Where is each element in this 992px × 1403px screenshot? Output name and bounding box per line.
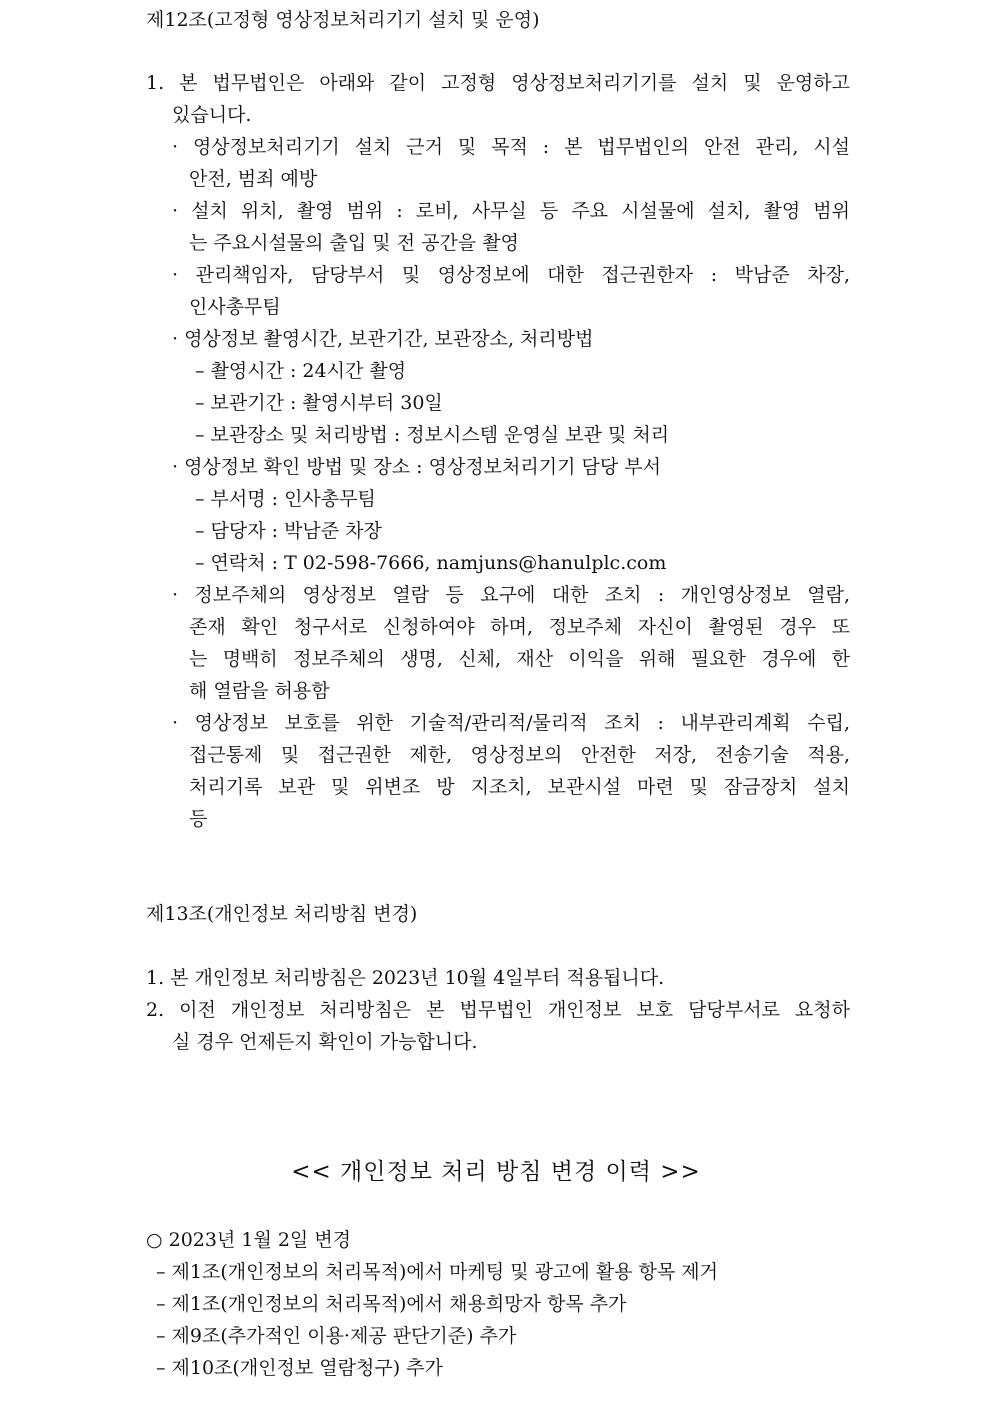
article-13-item-1: 1. 본 개인정보 처리방침은 2023년 10월 4일부터 적용됩니다. (146, 967, 665, 989)
article-13-item-2-line-1: 2. 이전 개인정보 처리방침은 본 법무법인 개인정보 보호 담당부서로 요청하 (146, 999, 850, 1021)
article-12-title: 제12조(고정형 영상정보처리기기 설치 및 운영) (146, 9, 540, 31)
bullet-purpose-line-1: · 영상정보처리기기 설치 근거 및 목적 : 본 법무법인의 안전 관리, 시설 (172, 136, 850, 158)
history-change-item: – 제1조(개인정보의 처리목적)에서 채용희망자 항목 추가 (156, 1293, 627, 1315)
bullet-access-request-line-2: 존재 확인 청구서로 신청하여야 하며, 정보주체 자신이 촬영된 경우 또 (189, 616, 850, 638)
bullet-protection-line-4: 등 (189, 808, 208, 830)
bullet-access-request-line-1: · 정보주체의 영상정보 열람 등 요구에 대한 조치 : 개인영상정보 열람, (172, 584, 850, 606)
storage-location: – 보관장소 및 처리방법 : 정보시스템 운영실 보관 및 처리 (195, 424, 670, 446)
article-12-item-1-line-1: 1. 본 법무법인은 아래와 같이 고정형 영상정보처리기기를 설치 및 운영하고 (146, 72, 850, 94)
history-change-item: – 제10조(개인정보 열람청구) 추가 (156, 1357, 443, 1379)
bullet-location-line-1: · 설치 위치, 촬영 범위 : 로비, 사무실 등 주요 시설물에 설치, 촬영 범위 (172, 200, 850, 222)
retention-period: – 보관기간 : 촬영시부터 30일 (195, 392, 443, 414)
bullet-check-method: · 영상정보 확인 방법 및 장소 : 영상정보처리기기 담당 부서 (172, 456, 661, 478)
person-in-charge: – 담당자 : 박남준 차장 (195, 520, 382, 542)
bullet-access-request-line-3: 는 명백히 정보주체의 생명, 신체, 재산 이익을 위해 필요한 경우에 한 (189, 648, 850, 670)
bullet-manager-line-1: · 관리책임자, 담당부서 및 영상정보에 대한 접근권한자 : 박남준 차장, (172, 264, 850, 286)
recording-time: – 촬영시간 : 24시간 촬영 (195, 360, 407, 382)
history-entry-date: ○ 2023년 1월 2일 변경 (146, 1229, 352, 1251)
article-13-item-2-line-2: 실 경우 언제든지 확인이 가능합니다. (172, 1031, 478, 1053)
bullet-access-request-line-4: 해 열람을 허용함 (189, 680, 330, 702)
bullet-protection-line-2: 접근통제 및 접근권한 제한, 영상정보의 안전한 저장, 전송기술 적용, (189, 744, 850, 766)
article-13-title: 제13조(개인정보 처리방침 변경) (146, 903, 418, 925)
history-title: << 개인정보 처리 방침 변경 이력 >> (291, 1159, 701, 1185)
history-change-item: – 제1조(개인정보의 처리목적)에서 마케팅 및 광고에 활용 항목 제거 (156, 1261, 718, 1283)
article-12-item-1-line-2: 있습니다. (172, 104, 252, 126)
bullet-location-line-2: 는 주요시설물의 출입 및 전 공간을 촬영 (189, 232, 519, 254)
bullet-purpose-line-2: 안전, 범죄 예방 (189, 168, 318, 190)
bullet-manager-line-2: 인사총무팀 (189, 296, 281, 318)
department-name: – 부서명 : 인사총무팀 (195, 488, 376, 510)
bullet-protection-line-3: 처리기록 보관 및 위변조 방 지조치, 보관시설 마련 및 잠금장치 설치 (189, 776, 850, 798)
history-change-item: – 제9조(추가적인 이용·제공 판단기준) 추가 (156, 1325, 517, 1347)
contact-info: – 연락처 : T 02-598-7666, namjuns@hanulplc.com (195, 552, 667, 574)
bullet-protection-line-1: · 영상정보 보호를 위한 기술적/관리적/물리적 조치 : 내부관리계획 수립, (172, 712, 850, 734)
bullet-recording-line-1: · 영상정보 촬영시간, 보관기간, 보관장소, 처리방법 (172, 328, 594, 350)
